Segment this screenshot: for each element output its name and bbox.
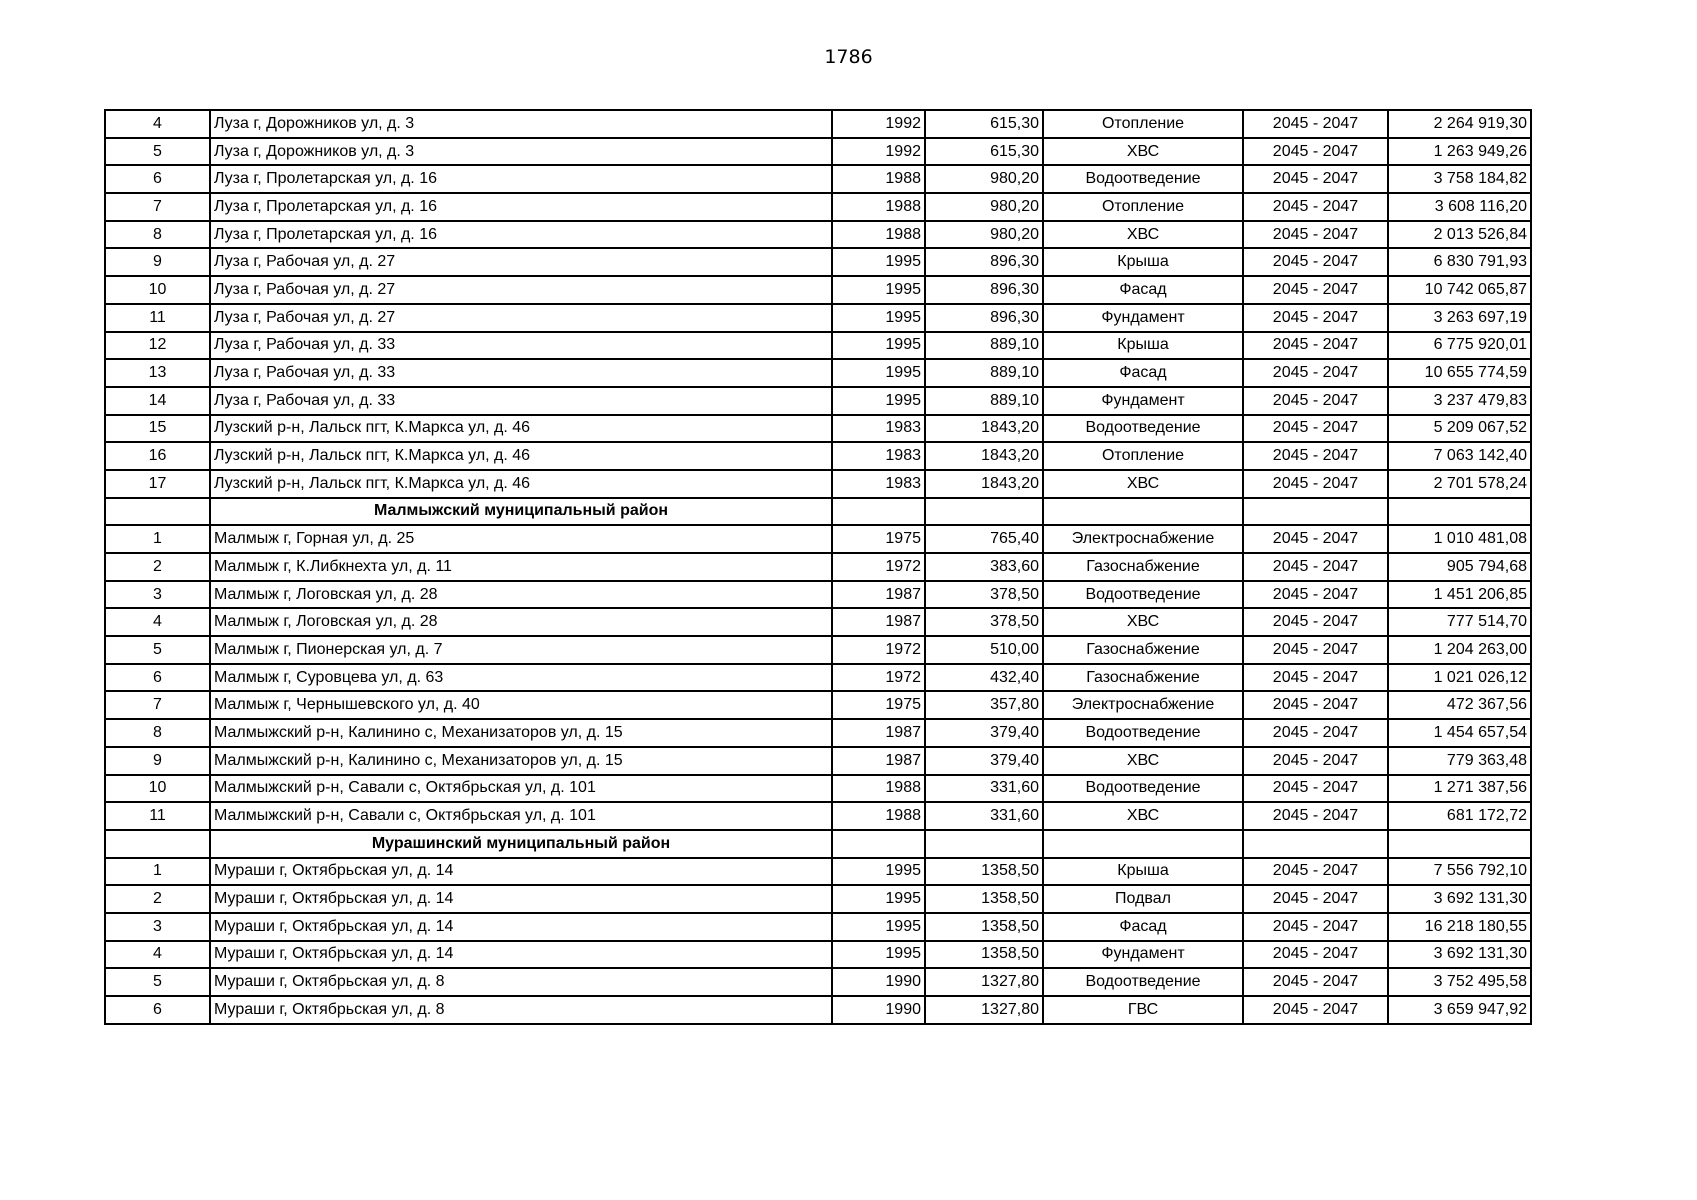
cell-work: Газоснабжение: [1043, 664, 1243, 692]
cell-work: Газоснабжение: [1043, 553, 1243, 581]
cell-address: Малмыж г, Пионерская ул, д. 7: [210, 636, 832, 664]
cell-year: 1995: [832, 248, 925, 276]
cell-num: 12: [105, 332, 210, 360]
table-row: [105, 359, 1531, 387]
cell-period: 2045 - 2047: [1243, 470, 1388, 498]
cell-cost: 779 363,48: [1388, 747, 1531, 775]
cell-year: 1987: [832, 608, 925, 636]
cell-address: Лузский р-н, Лальск пгт, К.Маркса ул, д. 46: [210, 442, 832, 470]
cell-area: 980,20: [925, 193, 1043, 221]
table-row: [105, 138, 1531, 166]
table-row: [105, 747, 1531, 775]
cell-cost: 1 021 026,12: [1388, 664, 1531, 692]
cell-period: 2045 - 2047: [1243, 165, 1388, 193]
cell-year: 1983: [832, 415, 925, 443]
cell-cost: 1 451 206,85: [1388, 581, 1531, 609]
table-row: [105, 221, 1531, 249]
cell-area: 331,60: [925, 775, 1043, 803]
cell-cost: 1 271 387,56: [1388, 775, 1531, 803]
cell-area: 383,60: [925, 553, 1043, 581]
cell-period: 2045 - 2047: [1243, 941, 1388, 969]
cell-work: Фасад: [1043, 359, 1243, 387]
table-row: [105, 775, 1531, 803]
cell-work: [1043, 830, 1243, 858]
cell-area: 889,10: [925, 387, 1043, 415]
cell-work: Водоотведение: [1043, 968, 1243, 996]
cell-address: Луза г, Дорожников ул, д. 3: [210, 110, 832, 138]
cell-work: Подвал: [1043, 885, 1243, 913]
cell-period: 2045 - 2047: [1243, 996, 1388, 1024]
cell-num: [105, 830, 210, 858]
cell-year: 1988: [832, 165, 925, 193]
cell-cost: 1 263 949,26: [1388, 138, 1531, 166]
cell-area: 889,10: [925, 359, 1043, 387]
cell-address: Малмыжский р-н, Савали с, Октябрьская ул, д. 101: [210, 775, 832, 803]
cell-num: 10: [105, 276, 210, 304]
cell-num: 16: [105, 442, 210, 470]
cell-address: Луза г, Рабочая ул, д. 27: [210, 276, 832, 304]
cell-work: Фундамент: [1043, 387, 1243, 415]
cell-address: Мураши г, Октябрьская ул, д. 14: [210, 858, 832, 886]
cell-cost: 1 454 657,54: [1388, 719, 1531, 747]
cell-cost: 905 794,68: [1388, 553, 1531, 581]
cell-year: 1995: [832, 332, 925, 360]
cell-address: Малмыжский р-н, Калинино с, Механизаторов ул, д. 15: [210, 719, 832, 747]
cell-year: 1995: [832, 387, 925, 415]
cell-cost: 7 556 792,10: [1388, 858, 1531, 886]
cell-work: Отопление: [1043, 442, 1243, 470]
table-row: [105, 941, 1531, 969]
cell-area: 1327,80: [925, 968, 1043, 996]
section-title: Мурашинский муниципальный район: [210, 830, 832, 858]
cell-year: 1988: [832, 193, 925, 221]
table-row: [105, 165, 1531, 193]
cell-area: 980,20: [925, 165, 1043, 193]
cell-cost: 7 063 142,40: [1388, 442, 1531, 470]
table-row: [105, 276, 1531, 304]
table-body: [105, 110, 1531, 1024]
cell-year: 1995: [832, 885, 925, 913]
cell-year: 1987: [832, 581, 925, 609]
cell-cost: 10 655 774,59: [1388, 359, 1531, 387]
cell-period: 2045 - 2047: [1243, 525, 1388, 553]
cell-work: Крыша: [1043, 248, 1243, 276]
cell-year: 1995: [832, 359, 925, 387]
cell-work: Фундамент: [1043, 941, 1243, 969]
table-row: [105, 387, 1531, 415]
cell-year: 1987: [832, 747, 925, 775]
cell-area: 1358,50: [925, 913, 1043, 941]
cell-cost: 472 367,56: [1388, 691, 1531, 719]
cell-area: 1358,50: [925, 885, 1043, 913]
cell-address: Мураши г, Октябрьская ул, д. 14: [210, 885, 832, 913]
cell-year: 1972: [832, 636, 925, 664]
cell-num: 4: [105, 941, 210, 969]
cell-address: Малмыж г, Суровцева ул, д. 63: [210, 664, 832, 692]
cell-area: 889,10: [925, 332, 1043, 360]
cell-cost: 3 263 697,19: [1388, 304, 1531, 332]
cell-year: 1995: [832, 913, 925, 941]
cell-area: 1358,50: [925, 858, 1043, 886]
cell-area: 357,80: [925, 691, 1043, 719]
cell-address: Луза г, Рабочая ул, д. 27: [210, 248, 832, 276]
repair-schedule-table: [104, 109, 1532, 1025]
cell-cost: 1 204 263,00: [1388, 636, 1531, 664]
cell-area: 980,20: [925, 221, 1043, 249]
cell-work: ХВС: [1043, 747, 1243, 775]
table-row: [105, 802, 1531, 830]
section-row: [105, 498, 1531, 526]
table-row: [105, 553, 1531, 581]
cell-year: 1972: [832, 664, 925, 692]
cell-address: Малмыж г, Логовская ул, д. 28: [210, 581, 832, 609]
cell-period: [1243, 498, 1388, 526]
cell-period: 2045 - 2047: [1243, 248, 1388, 276]
cell-period: 2045 - 2047: [1243, 276, 1388, 304]
cell-address: Луза г, Рабочая ул, д. 33: [210, 332, 832, 360]
cell-work: Водоотведение: [1043, 581, 1243, 609]
cell-area: [925, 830, 1043, 858]
cell-period: 2045 - 2047: [1243, 387, 1388, 415]
table-row: [105, 442, 1531, 470]
cell-area: 378,50: [925, 608, 1043, 636]
cell-cost: 1 010 481,08: [1388, 525, 1531, 553]
cell-work: Фасад: [1043, 913, 1243, 941]
cell-num: 3: [105, 581, 210, 609]
cell-address: Луза г, Рабочая ул, д. 33: [210, 387, 832, 415]
cell-num: 9: [105, 747, 210, 775]
cell-period: 2045 - 2047: [1243, 332, 1388, 360]
table-row: [105, 858, 1531, 886]
cell-address: Луза г, Пролетарская ул, д. 16: [210, 193, 832, 221]
cell-cost: 777 514,70: [1388, 608, 1531, 636]
cell-period: 2045 - 2047: [1243, 415, 1388, 443]
cell-address: Мураши г, Октябрьская ул, д. 14: [210, 941, 832, 969]
cell-cost: 6 830 791,93: [1388, 248, 1531, 276]
cell-cost: 3 692 131,30: [1388, 885, 1531, 913]
cell-num: 8: [105, 719, 210, 747]
cell-address: Луза г, Пролетарская ул, д. 16: [210, 221, 832, 249]
cell-address: Мураши г, Октябрьская ул, д. 8: [210, 996, 832, 1024]
cell-cost: 16 218 180,55: [1388, 913, 1531, 941]
cell-period: 2045 - 2047: [1243, 581, 1388, 609]
table-row: [105, 968, 1531, 996]
cell-work: ХВС: [1043, 221, 1243, 249]
table-row: [105, 996, 1531, 1024]
cell-area: 1358,50: [925, 941, 1043, 969]
cell-cost: 3 752 495,58: [1388, 968, 1531, 996]
cell-period: 2045 - 2047: [1243, 553, 1388, 581]
table-row: [105, 304, 1531, 332]
cell-address: Малмыж г, Логовская ул, д. 28: [210, 608, 832, 636]
cell-area: 378,50: [925, 581, 1043, 609]
cell-period: 2045 - 2047: [1243, 110, 1388, 138]
table-row: [105, 193, 1531, 221]
cell-period: 2045 - 2047: [1243, 359, 1388, 387]
cell-area: 331,60: [925, 802, 1043, 830]
cell-address: Луза г, Рабочая ул, д. 27: [210, 304, 832, 332]
cell-work: ХВС: [1043, 470, 1243, 498]
cell-year: 1992: [832, 138, 925, 166]
cell-period: 2045 - 2047: [1243, 193, 1388, 221]
cell-cost: 681 172,72: [1388, 802, 1531, 830]
cell-area: 896,30: [925, 276, 1043, 304]
cell-year: 1992: [832, 110, 925, 138]
cell-cost: 3 237 479,83: [1388, 387, 1531, 415]
cell-year: 1975: [832, 691, 925, 719]
cell-cost: [1388, 498, 1531, 526]
cell-year: 1995: [832, 304, 925, 332]
cell-num: 5: [105, 636, 210, 664]
cell-area: 1843,20: [925, 415, 1043, 443]
cell-period: 2045 - 2047: [1243, 775, 1388, 803]
cell-num: 1: [105, 525, 210, 553]
cell-period: 2045 - 2047: [1243, 913, 1388, 941]
cell-address: Малмыж г, К.Либкнехта ул, д. 11: [210, 553, 832, 581]
cell-work: ХВС: [1043, 138, 1243, 166]
cell-year: 1975: [832, 525, 925, 553]
cell-num: 6: [105, 664, 210, 692]
cell-num: 11: [105, 304, 210, 332]
cell-period: 2045 - 2047: [1243, 304, 1388, 332]
cell-num: 7: [105, 691, 210, 719]
cell-area: 615,30: [925, 138, 1043, 166]
table-row: [105, 415, 1531, 443]
section-title: Малмыжский муниципальный район: [210, 498, 832, 526]
cell-year: 1983: [832, 442, 925, 470]
table-row: [105, 691, 1531, 719]
table-row: [105, 608, 1531, 636]
cell-address: Лузский р-н, Лальск пгт, К.Маркса ул, д. 46: [210, 415, 832, 443]
cell-work: Крыша: [1043, 858, 1243, 886]
cell-cost: 5 209 067,52: [1388, 415, 1531, 443]
cell-year: 1983: [832, 470, 925, 498]
cell-address: Малмыжский р-н, Савали с, Октябрьская ул, д. 101: [210, 802, 832, 830]
cell-cost: 2 013 526,84: [1388, 221, 1531, 249]
cell-area: 1843,20: [925, 442, 1043, 470]
cell-period: [1243, 830, 1388, 858]
cell-address: Лузский р-н, Лальск пгт, К.Маркса ул, д. 46: [210, 470, 832, 498]
cell-year: 1990: [832, 996, 925, 1024]
cell-num: 3: [105, 913, 210, 941]
cell-area: 1327,80: [925, 996, 1043, 1024]
cell-work: Фундамент: [1043, 304, 1243, 332]
cell-work: Отопление: [1043, 193, 1243, 221]
cell-work: [1043, 498, 1243, 526]
cell-cost: 2 264 919,30: [1388, 110, 1531, 138]
cell-cost: 2 701 578,24: [1388, 470, 1531, 498]
cell-area: 379,40: [925, 719, 1043, 747]
cell-work: Водоотведение: [1043, 165, 1243, 193]
cell-num: 5: [105, 968, 210, 996]
cell-num: 17: [105, 470, 210, 498]
cell-work: Фасад: [1043, 276, 1243, 304]
cell-num: 5: [105, 138, 210, 166]
cell-num: 9: [105, 248, 210, 276]
cell-area: 510,00: [925, 636, 1043, 664]
cell-year: 1995: [832, 941, 925, 969]
table-row: [105, 332, 1531, 360]
cell-period: 2045 - 2047: [1243, 691, 1388, 719]
cell-year: 1990: [832, 968, 925, 996]
cell-work: Водоотведение: [1043, 775, 1243, 803]
cell-cost: 6 775 920,01: [1388, 332, 1531, 360]
section-row: [105, 830, 1531, 858]
cell-work: Электроснабжение: [1043, 525, 1243, 553]
table-row: [105, 525, 1531, 553]
cell-num: 1: [105, 858, 210, 886]
cell-cost: 10 742 065,87: [1388, 276, 1531, 304]
cell-num: 4: [105, 110, 210, 138]
cell-period: 2045 - 2047: [1243, 442, 1388, 470]
cell-period: 2045 - 2047: [1243, 608, 1388, 636]
cell-area: 1843,20: [925, 470, 1043, 498]
cell-num: 6: [105, 996, 210, 1024]
cell-year: [832, 498, 925, 526]
cell-num: 2: [105, 885, 210, 913]
cell-period: 2045 - 2047: [1243, 968, 1388, 996]
cell-area: 896,30: [925, 248, 1043, 276]
cell-period: 2045 - 2047: [1243, 719, 1388, 747]
table-row: [105, 719, 1531, 747]
cell-num: 13: [105, 359, 210, 387]
cell-year: 1972: [832, 553, 925, 581]
cell-year: 1988: [832, 775, 925, 803]
cell-num: 7: [105, 193, 210, 221]
cell-num: 2: [105, 553, 210, 581]
cell-address: Луза г, Дорожников ул, д. 3: [210, 138, 832, 166]
cell-num: 8: [105, 221, 210, 249]
page-number: 1786: [824, 46, 873, 68]
cell-address: Луза г, Рабочая ул, д. 33: [210, 359, 832, 387]
cell-year: 1995: [832, 276, 925, 304]
cell-address: Малмыж г, Чернышевского ул, д. 40: [210, 691, 832, 719]
cell-period: 2045 - 2047: [1243, 636, 1388, 664]
cell-cost: 3 692 131,30: [1388, 941, 1531, 969]
cell-work: ГВС: [1043, 996, 1243, 1024]
cell-num: 10: [105, 775, 210, 803]
cell-address: Малмыжский р-н, Калинино с, Механизаторов ул, д. 15: [210, 747, 832, 775]
cell-year: 1995: [832, 858, 925, 886]
cell-year: [832, 830, 925, 858]
cell-period: 2045 - 2047: [1243, 802, 1388, 830]
cell-period: 2045 - 2047: [1243, 221, 1388, 249]
table-row: [105, 636, 1531, 664]
table-row: [105, 885, 1531, 913]
cell-work: Газоснабжение: [1043, 636, 1243, 664]
cell-work: Крыша: [1043, 332, 1243, 360]
cell-num: 6: [105, 165, 210, 193]
cell-num: [105, 498, 210, 526]
cell-year: 1988: [832, 221, 925, 249]
cell-cost: 3 659 947,92: [1388, 996, 1531, 1024]
cell-area: 896,30: [925, 304, 1043, 332]
table-row: [105, 664, 1531, 692]
table-row: [105, 110, 1531, 138]
cell-area: 765,40: [925, 525, 1043, 553]
cell-num: 15: [105, 415, 210, 443]
cell-address: Мураши г, Октябрьская ул, д. 8: [210, 968, 832, 996]
table-row: [105, 470, 1531, 498]
cell-address: Луза г, Пролетарская ул, д. 16: [210, 165, 832, 193]
table-row: [105, 581, 1531, 609]
cell-year: 1988: [832, 802, 925, 830]
cell-work: Водоотведение: [1043, 719, 1243, 747]
cell-cost: 3 758 184,82: [1388, 165, 1531, 193]
cell-work: Водоотведение: [1043, 415, 1243, 443]
cell-area: 615,30: [925, 110, 1043, 138]
cell-num: 14: [105, 387, 210, 415]
cell-period: 2045 - 2047: [1243, 885, 1388, 913]
cell-num: 4: [105, 608, 210, 636]
cell-period: 2045 - 2047: [1243, 138, 1388, 166]
cell-work: ХВС: [1043, 608, 1243, 636]
cell-area: 379,40: [925, 747, 1043, 775]
cell-work: ХВС: [1043, 802, 1243, 830]
cell-address: Малмыж г, Горная ул, д. 25: [210, 525, 832, 553]
cell-year: 1987: [832, 719, 925, 747]
cell-work: Отопление: [1043, 110, 1243, 138]
cell-address: Мураши г, Октябрьская ул, д. 14: [210, 913, 832, 941]
cell-period: 2045 - 2047: [1243, 858, 1388, 886]
cell-area: 432,40: [925, 664, 1043, 692]
cell-period: 2045 - 2047: [1243, 664, 1388, 692]
cell-cost: [1388, 830, 1531, 858]
table-row: [105, 248, 1531, 276]
cell-cost: 3 608 116,20: [1388, 193, 1531, 221]
table-row: [105, 913, 1531, 941]
cell-work: Электроснабжение: [1043, 691, 1243, 719]
cell-num: 11: [105, 802, 210, 830]
cell-period: 2045 - 2047: [1243, 747, 1388, 775]
cell-area: [925, 498, 1043, 526]
